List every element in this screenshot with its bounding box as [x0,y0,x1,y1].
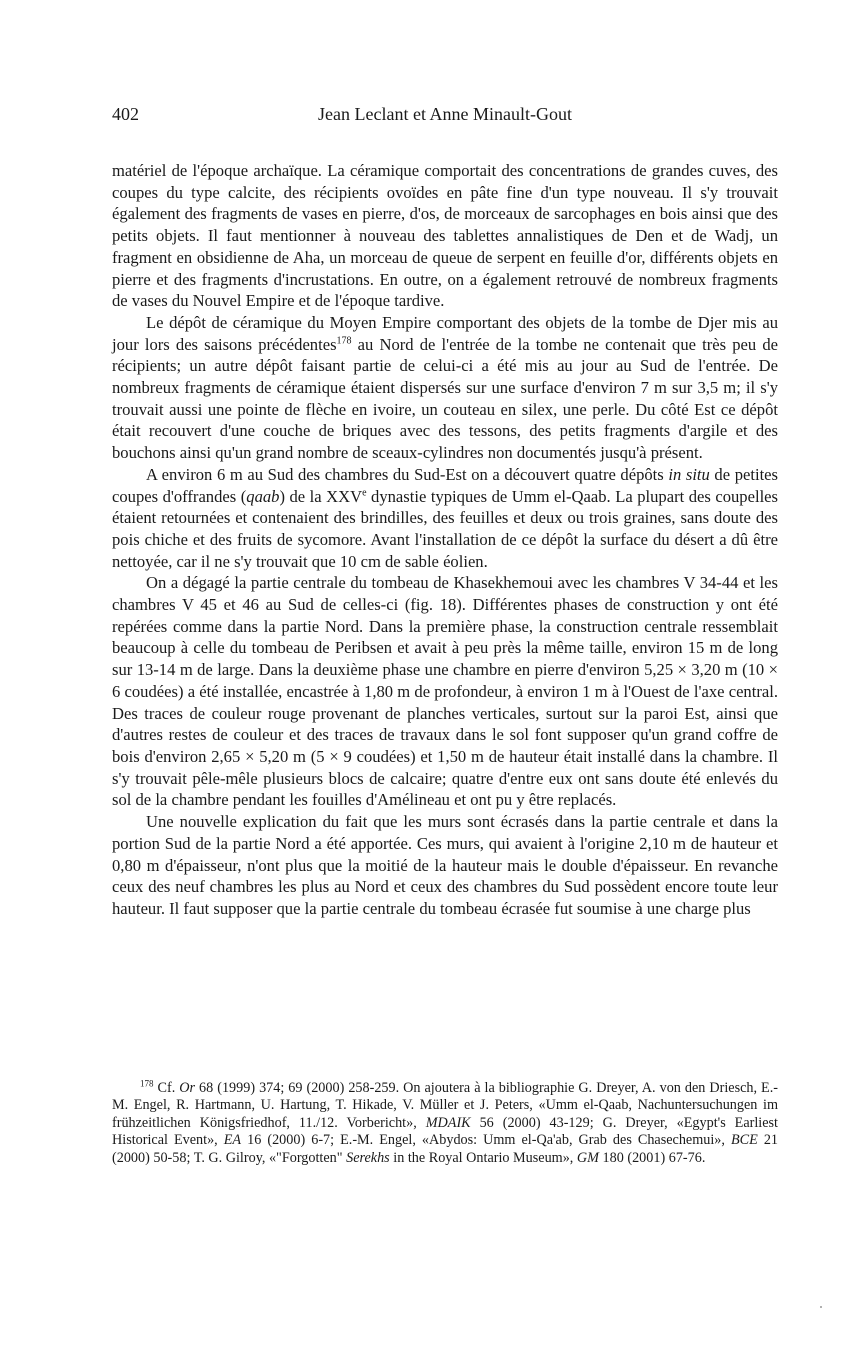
italic-text: in situ [668,464,710,484]
italic-text: BCE [730,1132,758,1149]
footnote-mark: 178 [140,1078,154,1089]
italic-text: EA [223,1132,242,1149]
paragraph-p5 [112,811,778,920]
paragraph-p2 [112,312,778,464]
italic-text: MDAIK [425,1114,471,1131]
paragraph-p3 [112,464,778,573]
page-header [112,104,778,132]
text-run: Une nouvelle explication du fait que les murs sont écrasés dans la partie centrale et dans la portion Sud de la partie Nord a été apportée. Ces murs, qui avaient à l'origine 2,10 m de hauteur et 0,80 m d'épaisseur, n'ont plus que la moitié de la hauteur mais le double d'épaisseur. En revanche ceux des neuf chambres les plus au Nord et ceux des chambres du Sud possèdent encore toute leur hauteur. Il faut supposer que la partie centrale du tombeau écrasée fut soumise à une charge plus [112,812,778,918]
scan-speck [820,1306,822,1308]
text-run: 68 (1999) 374; 69 (2000) 258-259. On ajoutera à la bibliographie G. Dreyer, A. von den Driesch, E.-M. Engel, R. Hartmann, U. Hartung, T. Hikade, V. Müller et J. Peters, «Umm el-Qaab, Nachuntersuchungen im frühzeitlichen Königsfriedhof, 11./12. Vorbericht», [112,1080,778,1131]
text-run: On a dégagé la partie centrale du tombeau de Khasekhemoui avec les chambres V 34-44 et les chambres V 45 et 46 au Sud de celles-ci (fig. 18). Différentes phases de construction y ont été repérées comme dans la partie Nord. Dans la première phase, la construction centrale ressemblait beaucoup à celle du tombeau de Peribsen et avait à peu près la même taille, environ 15 m de long sur 13-14 m de large. Dans la deuxième phase une chambre en pierre d'environ 5,25 × 3,20 m (10 × 6 coudées) a été installée, encastrée à 1,80 m de profondeur, à environ 1 m à l'Ouest de l'axe central. Des traces de couleur rouge provenant de planches verticales, surtout sur la paroi Est, ainsi que d'autres restes de couleur et des traces de travaux dans le sol font supposer qu'un grand coffre de bois d'environ 2,65 × 5,20 m (5 × 9 coudées) et 1,50 m de hauteur était installé dans la chambre. Il s'y trouvait pêle-mêle plusieurs blocs de calcaire; quatre d'entre eux ont sans doute été enlevés du sol de la chambre pendant les fouilles d'Amélineau et ont pu y être replacés. [112,573,778,810]
text-run: ) de la XXV [279,486,363,506]
italic-text: Or [179,1080,196,1096]
italic-text: GM [576,1149,599,1166]
text-run: au Nord de l'entrée de la tombe ne contenait que très peu de récipients; un autre dépôt faisant partie de celui-ci a été mis au jour au Sud de l'entrée. De nombreux fragments de céramique étaient dispersés sur une surface d'environ 7 m sur 3,5 m; il s'y trouvait aussi une pointe de flèche en ivoire, un couteau en silex, une perle. Du côté Est ce dépôt était recouvert d'une couche de briques avec des tessons, des petits fragments d'argile et des bouchons ainsi qu'un grand nombre de sceaux-cylindres non documentés jusqu'à présent. [112,334,778,463]
text-run: A environ 6 m au Sud des chambres du Sud-Est on a découvert quatre dépôts [146,464,669,484]
text-run: 180 (2001) 67-76. [598,1149,706,1166]
body-text [112,160,778,920]
footnotes [112,1080,778,1167]
text-run: in the Royal Ontario Museum», [389,1149,577,1166]
text-run: de petites coupes d'offrandes ( [112,464,779,506]
paragraph-p1 [112,160,778,312]
italic-text: qaab [246,486,280,506]
text-run: Le dépôt de céramique du Moyen Empire comportant des objets de la tombe de Djer mis au jour lors des saisons précédentes [112,312,778,354]
text-run: dynastie typiques de Umm el-Qaab. La plupart des coupelles étaient retournées et contenaient des brindilles, des feuilles et deux ou trois graines, sans doute des pois chiche et des fruits de sycomore. Avant l'installation de ce dépôt la surface du désert a dû être nettoyée, car il ne s'y trouvait que 10 cm de sable éolien. [112,486,778,571]
paragraph-p4 [112,572,778,811]
running-head: Jean Leclant et Anne Minault-Gout [318,104,572,124]
text-run: Cf. [153,1080,180,1096]
text-run: 21 (2000) 50-58; T. G. Gilroy, «"Forgotten" [112,1132,779,1166]
text-run: 56 (2000) 43-129; G. Dreyer, «Egypt's Earliest Historical Event», [112,1114,778,1149]
text-run: 16 (2000) 6-7; E.-M. Engel, «Abydos: Umm el-Qa'ab, Grab des Chasechemui», [241,1132,731,1149]
page-number: 402 [112,104,139,124]
text-run: matériel de l'époque archaïque. La céramique comportait des concentrations de grandes cuves, des coupes du type calcite, des récipients ovoïdes en pâte fine d'un type nouveau. Il s'y trouvait également des fragments de vases en pierre, d'os, de morceaux de sarcophages en bois ainsi que des petits objets. Il faut mentionner à nouveau des tablettes annalistiques de Den et de Wadj, un fragment en obsidienne de Aha, un morceau de queue de serpent en feuille d'or, différents objets en pierre et des fragments d'incrustations. En outre, on a également retrouvé de nombreux fragments de vases du Nouvel Empire et de l'époque tardive. [112,161,778,311]
superscript: 178 [336,335,352,347]
footnote-178 [112,1080,778,1167]
italic-text: Serekhs [346,1149,390,1166]
superscript: e [362,487,367,499]
